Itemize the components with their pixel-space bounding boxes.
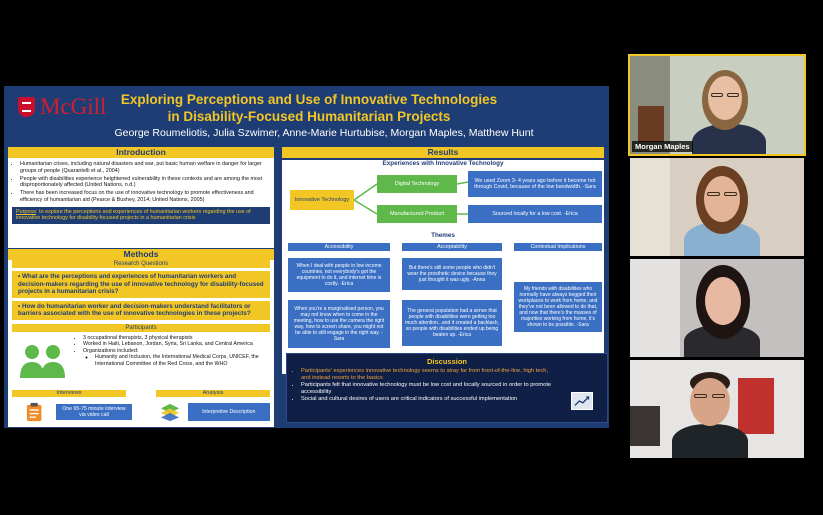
participant-name-label: Morgan Maples — [632, 141, 693, 152]
introduction-heading: Introduction — [8, 147, 274, 158]
rq2-text: How do humanitarian worker and decision-makers understand facilitators or barriers associated with the use of innovative technologies in these projects? — [18, 302, 251, 318]
glasses-icon — [694, 394, 707, 398]
poster-title-line2: in Disability-Focused Humanitarian Projects — [167, 109, 451, 124]
quote-digital: We used Zoom 3- 4 years ago before it become hot through Covid, because of the low bandwidth. -Sara — [468, 171, 602, 197]
people-icon — [18, 342, 68, 378]
experiences-heading: Experiences with Innovative Technology — [382, 160, 504, 167]
introduction-section — [8, 158, 274, 248]
discussion-section — [286, 353, 608, 423]
participant-face — [708, 76, 742, 120]
purpose-text: : to explore the perceptions and experiences of humanitarian workers regarding the use of innovative technology for disability-focused projects in a humanitarian crisis — [16, 208, 251, 222]
quote-accessibility-2: When you're a marginalised person, you may not know when to come in the meeting, how to use the camera the right way, how to screen share, you might not be able to still engage in the right way. -Sara — [288, 300, 390, 348]
analysis-box: Interpretive Description — [188, 403, 270, 421]
participant-bullet: • 3 occupational therapists, 3 physical therapists — [83, 335, 266, 341]
organizations-list: ◦ Humanity and Inclusion, the International Medical Corps, UNICEF, the International Committee of the Red Cross, and the WHO — [95, 354, 266, 367]
discussion-heading: Discussion — [426, 357, 467, 366]
chair-background — [630, 406, 660, 446]
results-section — [282, 160, 604, 374]
participant-tile-morgan-maples[interactable] — [628, 54, 806, 156]
glasses-icon — [711, 93, 723, 97]
shield-icon — [18, 97, 35, 117]
methods-body — [8, 260, 274, 427]
purpose-statement — [12, 207, 270, 224]
quote-manufactured: Sourced locally for a low cost. -Erica — [468, 205, 602, 223]
organizations-label: Organizations included: — [83, 347, 139, 354]
innovative-technology-node: Innovative Technology — [290, 190, 354, 210]
intro-bullet: • Humanitarian crises, including natural disasters and war, put basic human welfare in danger for larger groups of people (Quarantelli et al., 2004) — [20, 161, 270, 175]
analysis-heading: Analysis — [156, 390, 270, 397]
quote-accessibility-1: When I deal with people in low income countries, not everybody's got the equipment to do it, and internet time is costly. -Erica — [288, 258, 390, 292]
participant-bullet — [83, 348, 266, 367]
poster-title-line1: Exploring Perceptions and Use of Innovative Technologies — [120, 92, 498, 107]
rq1-text: What are the perceptions and experiences of humanitarian workers and decision-makers regarding the use of innovative technology for disability-focused projects in a humanitarian crisis? — [18, 273, 264, 296]
digital-technology-node: Digital Technology — [377, 175, 457, 193]
participant-face — [690, 378, 730, 426]
glasses-icon — [727, 93, 739, 97]
theme-contextual: Contextual Implications — [514, 243, 602, 251]
glasses-icon — [707, 192, 720, 196]
intro-bullet: • There has been increased focus on the use of innovative technology to promote effectiveness and efficiency of humanitarian aid (Pearce & Bushey, 2014; United Nations, 2005) — [20, 190, 270, 204]
participant-bullet: • Worked in Haiti, Lebanon, Jordan, Syria, Sri Lanka, and Central America — [83, 341, 266, 347]
participant-body — [672, 424, 748, 458]
methods-detail-row — [12, 400, 270, 424]
research-questions-heading: Research Questions — [12, 260, 270, 268]
mcgill-logo — [18, 96, 106, 118]
methods-heading: Methods — [8, 249, 274, 260]
wall-background — [630, 158, 670, 256]
theme-acceptability: Acceptability — [402, 243, 502, 251]
interviews-heading: Interviews — [12, 390, 126, 397]
poster-right-column — [282, 147, 604, 374]
methods-section — [8, 249, 274, 427]
participant-face — [705, 277, 741, 325]
logo-text: McGill — [40, 94, 107, 119]
quote-acceptability-2: The general population had a sense that people with disabilities were getting too much attention...and it created a backlash, so people with disabilities ended up being beaten up. -Erica — [402, 300, 502, 346]
themes-heading: Themes — [431, 232, 455, 239]
glasses-icon — [712, 394, 725, 398]
poster-left-column — [8, 147, 274, 427]
results-heading: Results — [282, 147, 604, 158]
manufactured-product-node: Manufactured Product — [377, 205, 457, 223]
participant-tile-4[interactable] — [630, 360, 804, 458]
trend-chart-icon — [571, 392, 593, 410]
participant-tile-3[interactable] — [630, 259, 804, 357]
participant-face — [704, 176, 740, 222]
shared-screen-poster — [4, 86, 609, 428]
layers-icon — [160, 401, 180, 423]
participant-tile-2[interactable] — [630, 158, 804, 256]
research-question-2: • How do humanitarian worker and decision-makers understand facilitators or barriers associated with the use of innovative technologies in these projects? — [12, 301, 270, 320]
purpose-label: Purpose — [16, 208, 37, 215]
poster-authors: George Roumeliotis, Julia Szwimer, Anne-Marie Hurtubise, Morgan Maples, Matthew Hunt — [114, 127, 534, 139]
quote-acceptability-1: But there's still some people who didn't wear the prosthetic device because they just thought it was ugly. -Anna — [402, 258, 502, 290]
poster-title — [99, 91, 519, 125]
methods-subheadings — [12, 390, 270, 397]
interviews-box: One 65-75 minute interview via video call — [56, 404, 131, 420]
intro-bullet: • People with disabilities experience heightened vulnerability in these contexts and are among the most disproportionately affected (United Nations, n.d.) — [20, 176, 270, 190]
cabinet-background — [638, 106, 664, 142]
poster-header — [4, 86, 609, 143]
theme-accessibility: Accessibility — [288, 243, 390, 251]
participants-section — [12, 332, 270, 387]
participants-heading: Participants — [12, 324, 270, 332]
clipboard-icon — [26, 401, 42, 423]
discussion-bullet: • Social and cultural desires of users are critical indicators of successful implementation — [301, 396, 557, 403]
discussion-bullet: • Participants' experiences innovative technology seems to stray far from front-of-the-line, high tech, and instead resorts to the basics — [301, 368, 557, 382]
glasses-icon — [724, 192, 737, 196]
discussion-bullet: • Participants felt that innovative technology must be low cost and locally sourced in order to promote accessibility — [301, 382, 557, 396]
research-question-1: • What are the perceptions and experiences of humanitarian workers and decision-makers regarding the use of innovative technology for disability-focused projects in a humanitarian crisis? — [12, 271, 270, 298]
quote-contextual-1: My friends with disabilities who normally have always begged their workplaces to work from home, and they've not been allowed to do that, and now that there's the masses of majorities working from home, it's shown to be possible. -Sara — [514, 282, 602, 332]
door-background — [630, 259, 680, 357]
wall-poster-background — [738, 378, 774, 434]
